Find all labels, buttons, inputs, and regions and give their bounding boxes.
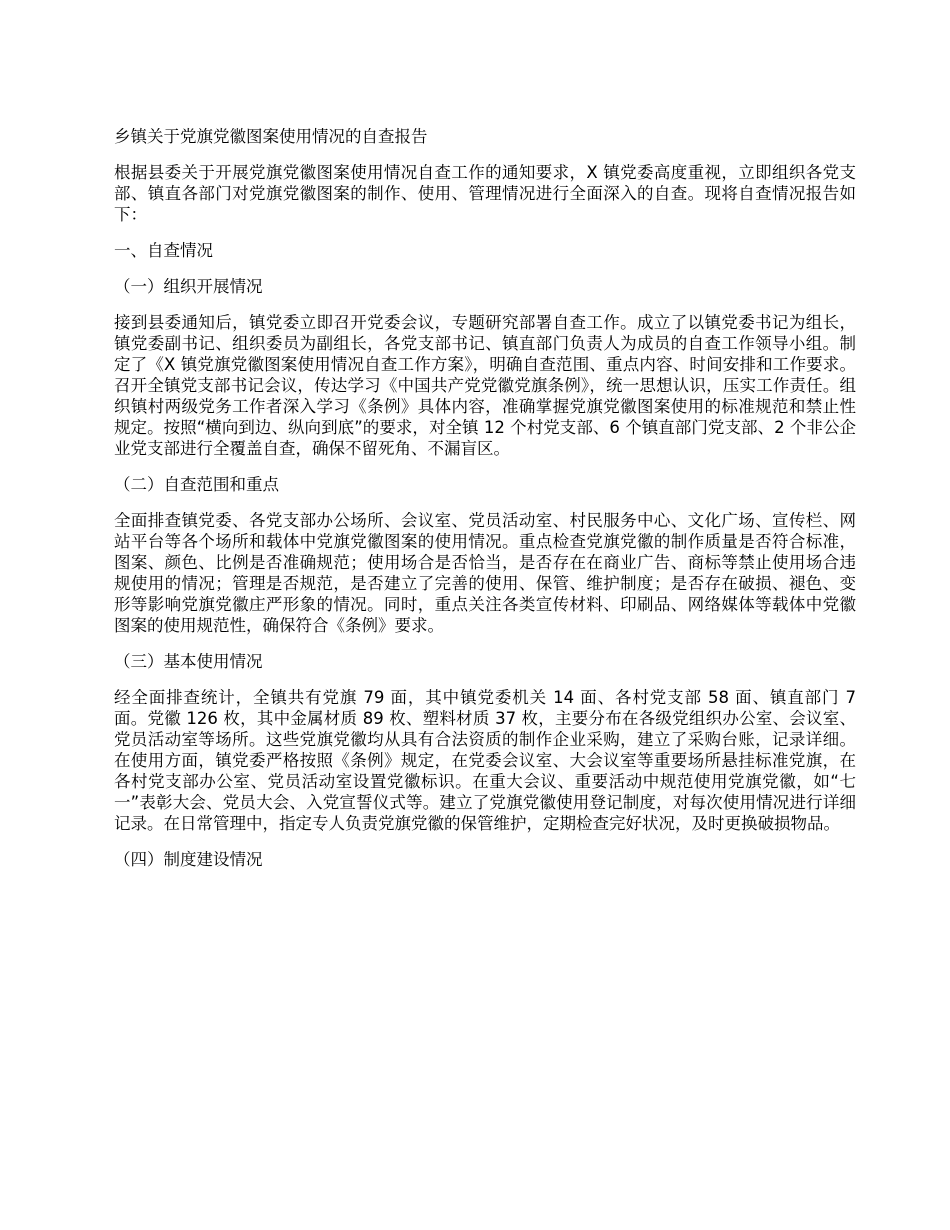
subsection-body-2: 全面排查镇党委、各党支部办公场所、会议室、党员活动室、村民服务中心、文化广场、宣传栏、网站平台等各个场所和载体中党旗党徽图案的使用情况。重点检查党旗党徽的制作质量是否符合标准，图案、颜色、比例是否准确规范；使用场合是否恰当，是否存在在商业广告、商标等禁止使用场合违规使用的情况；管理是否规范，是否建立了完善的使用、保管、维护制度；是否存在破损、褪色、变形等影响党旗党徽庄严形象的情况。同时，重点关注各类宣传材料、印刷品、网络媒体等载体中党徽图案的使用规范性，确保符合《条例》要求。 <box>114 511 856 635</box>
subsection-body-1: 接到县委通知后，镇党委立即召开党委会议，专题研究部署自查工作。成立了以镇党委书记为组长，镇党委副书记、组织委员为副组长，各党支部书记、镇直部门负责人为成员的自查工作领导小组。制定了《X 镇党旗党徽图案使用情况自查工作方案》，明确自查范围、重点内容、时间安排和工作要求。召开全镇党支部书记会议，传达学习《中国共产党党徽党旗条例》，统一思想认识，压实工作责任。组织镇村两级党务工作者深入学习《条例》具体内容，准确掌握党旗党徽图案使用的标准规范和禁止性规定。按照“横向到边、纵向到底”的要求，对全镇 12 个村党支部、6 个镇直部门党支部、2 个非公企业党支部进行全覆盖自查，确保不留死角、不漏盲区。 <box>114 313 856 458</box>
document-page <box>114 126 856 885</box>
subsection-heading-2: （二）自查范围和重点 <box>114 475 279 494</box>
subsection-heading-4: （四）制度建设情况 <box>114 850 263 869</box>
subsection-body-3: 经全面排查统计，全镇共有党旗 79 面，其中镇党委机关 14 面、各村党支部 58 面、镇直部门 7 面。党徽 126 枚，其中金属材质 89 枚、塑料材质 37 枚，主要分布在各级党组织办公室、会议室、党员活动室等场所。这些党旗党徽均从具有合法资质的制作企业采购，建立了采购台账，记录详细。在使用方面，镇党委严格按照《条例》规定，在党委会议室、大会议室等重要场所悬挂标准党旗，在各村党支部办公室、党员活动室设置党徽标识。在重大会议、重要活动中规范使用党旗党徽，如“七一”表彰大会、党员大会、入党宣誓仪式等。建立了党旗党徽使用登记制度，对每次使用情况进行详细记录。在日常管理中，指定专人负责党旗党徽的保管维护，定期检查完好状况，及时更换破损物品。 <box>114 688 856 833</box>
document-title: 乡镇关于党旗党徽图案使用情况的自查报告 <box>114 127 428 146</box>
subsection-heading-3: （三）基本使用情况 <box>114 652 263 671</box>
section-heading-1: 一、自查情况 <box>114 241 213 260</box>
intro-paragraph: 根据县委关于开展党旗党徽图案使用情况自查工作的通知要求，X 镇党委高度重视，立即组织各党支部、镇直各部门对党旗党徽图案的制作、使用、管理情况进行全面深入的自查。现将自查情况报告如下： <box>114 163 856 224</box>
subsection-heading-1: （一）组织开展情况 <box>114 277 263 296</box>
